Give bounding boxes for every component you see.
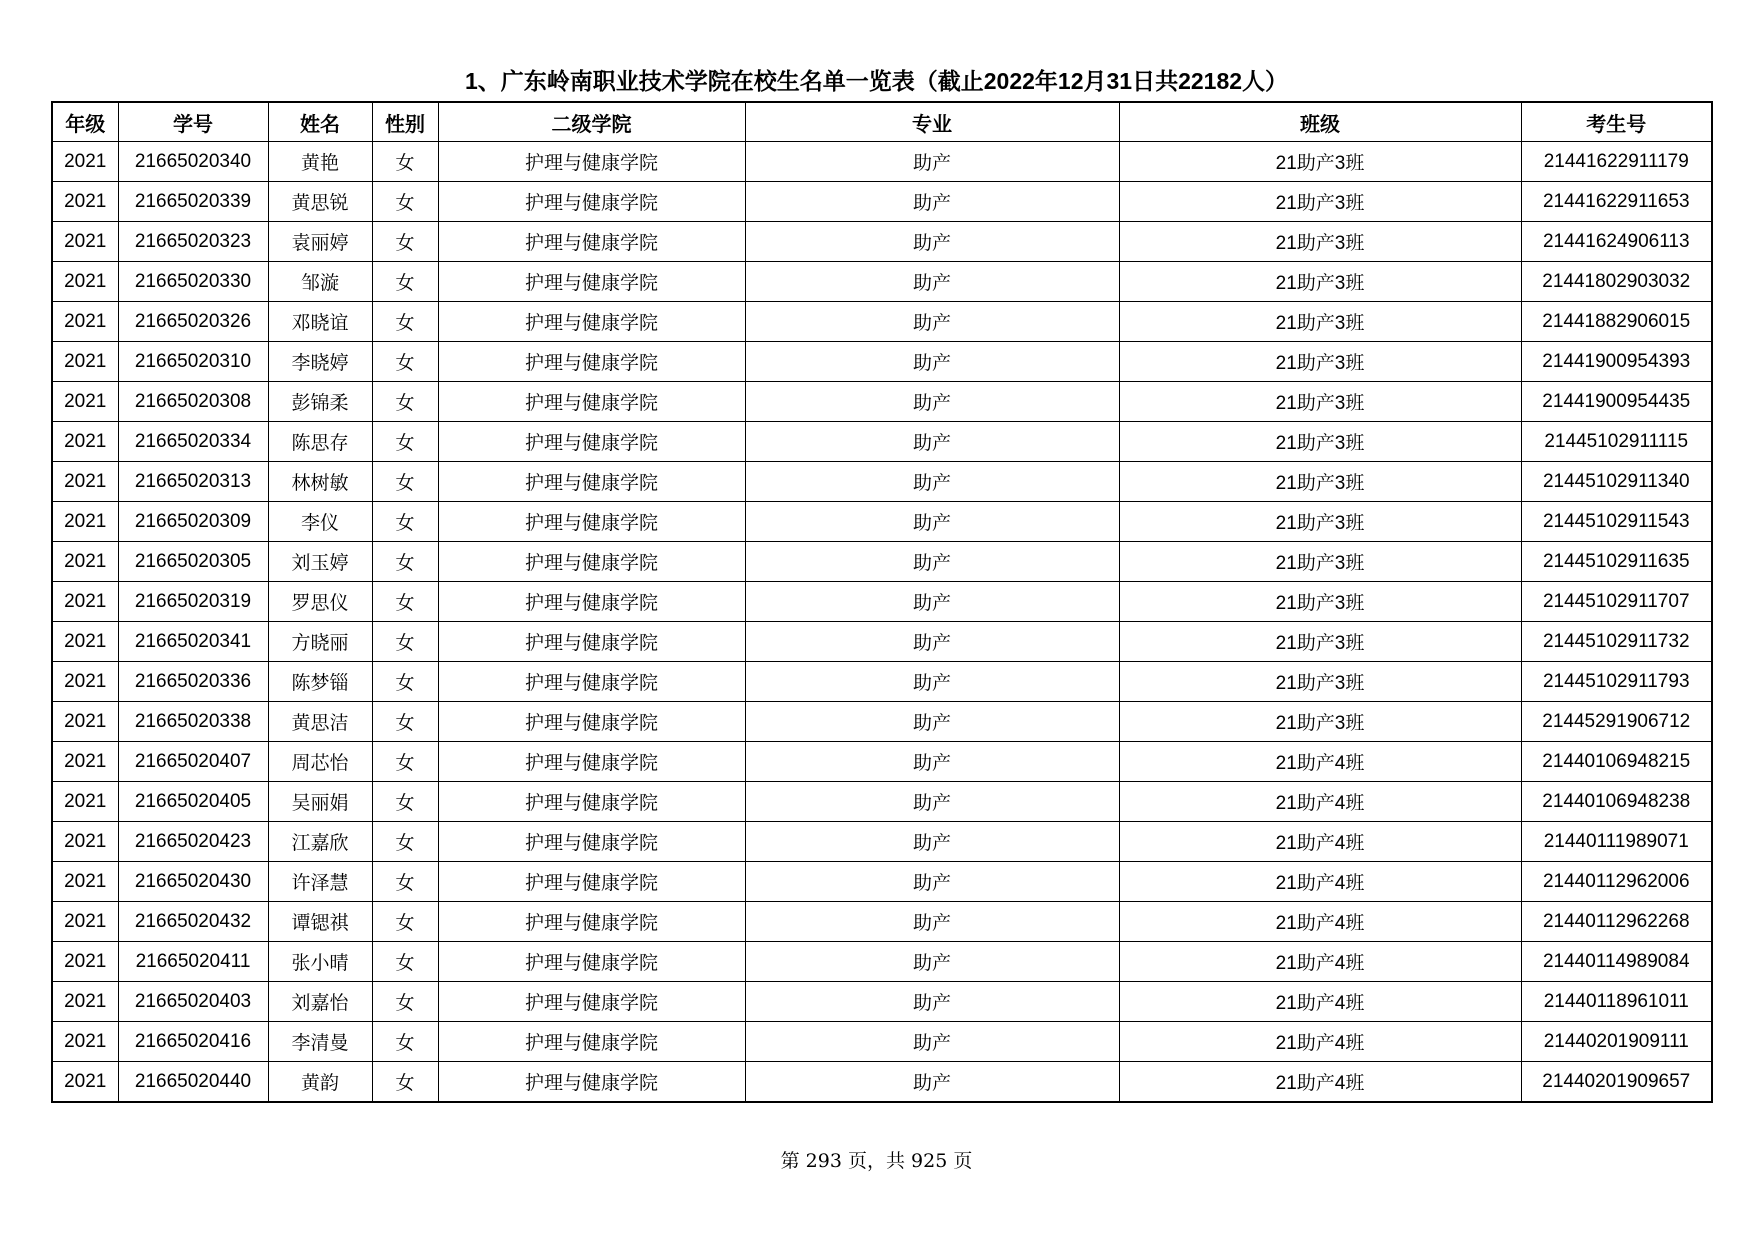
cell-college: 护理与健康学院	[438, 422, 745, 462]
cell-class: 21助产3班	[1119, 302, 1521, 342]
table-row	[52, 502, 1712, 542]
cell-student-id: 21665020330	[118, 262, 268, 302]
cell-name: 周芯怡	[268, 742, 372, 782]
cell-class: 21助产3班	[1119, 262, 1521, 302]
cell-class: 21助产4班	[1119, 982, 1521, 1022]
cell-major: 助产	[745, 662, 1119, 702]
cell-class: 21助产4班	[1119, 1022, 1521, 1062]
cell-college: 护理与健康学院	[438, 902, 745, 942]
cell-major: 助产	[745, 342, 1119, 382]
cell-name: 张小晴	[268, 942, 372, 982]
cell-major: 助产	[745, 782, 1119, 822]
cell-class: 21助产4班	[1119, 782, 1521, 822]
cell-grade: 2021	[52, 382, 118, 422]
cell-exam-number: 21440201909111	[1521, 1022, 1712, 1062]
cell-college: 护理与健康学院	[438, 342, 745, 382]
table-row	[52, 462, 1712, 502]
cell-gender: 女	[372, 382, 438, 422]
cell-major: 助产	[745, 582, 1119, 622]
cell-college: 护理与健康学院	[438, 142, 745, 182]
cell-name: 李清曼	[268, 1022, 372, 1062]
cell-grade: 2021	[52, 142, 118, 182]
cell-name: 黄思洁	[268, 702, 372, 742]
cell-college: 护理与健康学院	[438, 782, 745, 822]
cell-class: 21助产3班	[1119, 222, 1521, 262]
cell-student-id: 21665020403	[118, 982, 268, 1022]
cell-grade: 2021	[52, 862, 118, 902]
cell-exam-number: 21445102911115	[1521, 422, 1712, 462]
cell-name: 吴丽娟	[268, 782, 372, 822]
cell-class: 21助产3班	[1119, 422, 1521, 462]
cell-college: 护理与健康学院	[438, 702, 745, 742]
cell-major: 助产	[745, 462, 1119, 502]
cell-grade: 2021	[52, 822, 118, 862]
cell-name: 许泽慧	[268, 862, 372, 902]
cell-gender: 女	[372, 742, 438, 782]
cell-gender: 女	[372, 662, 438, 702]
cell-name: 彭锦柔	[268, 382, 372, 422]
table-row	[52, 862, 1712, 902]
cell-gender: 女	[372, 822, 438, 862]
cell-student-id: 21665020341	[118, 622, 268, 662]
cell-exam-number: 21440106948215	[1521, 742, 1712, 782]
cell-grade: 2021	[52, 742, 118, 782]
page-number: 第 293 页，共 925 页	[780, 1150, 973, 1172]
cell-exam-number: 21440118961011	[1521, 982, 1712, 1022]
cell-exam-number: 21441900954393	[1521, 342, 1712, 382]
cell-gender: 女	[372, 502, 438, 542]
cell-gender: 女	[372, 422, 438, 462]
cell-name: 陈梦锱	[268, 662, 372, 702]
table-row	[52, 702, 1712, 742]
cell-college: 护理与健康学院	[438, 262, 745, 302]
cell-gender: 女	[372, 302, 438, 342]
cell-name: 谭锶祺	[268, 902, 372, 942]
cell-gender: 女	[372, 582, 438, 622]
cell-student-id: 21665020405	[118, 782, 268, 822]
cell-class: 21助产3班	[1119, 142, 1521, 182]
cell-student-id: 21665020339	[118, 182, 268, 222]
cell-gender: 女	[372, 782, 438, 822]
cell-gender: 女	[372, 342, 438, 382]
cell-class: 21助产3班	[1119, 182, 1521, 222]
cell-student-id: 21665020313	[118, 462, 268, 502]
cell-name: 方晓丽	[268, 622, 372, 662]
cell-class: 21助产3班	[1119, 702, 1521, 742]
cell-college: 护理与健康学院	[438, 582, 745, 622]
cell-student-id: 21665020423	[118, 822, 268, 862]
cell-student-id: 21665020308	[118, 382, 268, 422]
cell-student-id: 21665020338	[118, 702, 268, 742]
table-row	[52, 662, 1712, 702]
cell-major: 助产	[745, 862, 1119, 902]
cell-college: 护理与健康学院	[438, 1062, 745, 1103]
cell-name: 黄艳	[268, 142, 372, 182]
cell-college: 护理与健康学院	[438, 942, 745, 982]
cell-gender: 女	[372, 462, 438, 502]
cell-major: 助产	[745, 302, 1119, 342]
cell-grade: 2021	[52, 542, 118, 582]
table-row	[52, 582, 1712, 622]
cell-student-id: 21665020334	[118, 422, 268, 462]
cell-exam-number: 21441882906015	[1521, 302, 1712, 342]
cell-major: 助产	[745, 422, 1119, 462]
cell-grade: 2021	[52, 942, 118, 982]
cell-student-id: 21665020440	[118, 1062, 268, 1103]
table-row	[52, 622, 1712, 662]
cell-student-id: 21665020319	[118, 582, 268, 622]
cell-class: 21助产4班	[1119, 862, 1521, 902]
student-roster-table	[51, 101, 1713, 1103]
cell-college: 护理与健康学院	[438, 622, 745, 662]
table-row	[52, 382, 1712, 422]
cell-gender: 女	[372, 222, 438, 262]
cell-class: 21助产3班	[1119, 382, 1521, 422]
cell-college: 护理与健康学院	[438, 982, 745, 1022]
table-row	[52, 942, 1712, 982]
cell-student-id: 21665020305	[118, 542, 268, 582]
table-row	[52, 982, 1712, 1022]
cell-student-id: 21665020326	[118, 302, 268, 342]
cell-class: 21助产3班	[1119, 622, 1521, 662]
cell-exam-number: 21440111989071	[1521, 822, 1712, 862]
cell-class: 21助产4班	[1119, 942, 1521, 982]
header-name: 姓名	[268, 102, 372, 142]
cell-college: 护理与健康学院	[438, 662, 745, 702]
cell-grade: 2021	[52, 702, 118, 742]
cell-name: 黄韵	[268, 1062, 372, 1103]
cell-exam-number: 21445102911635	[1521, 542, 1712, 582]
cell-class: 21助产3班	[1119, 542, 1521, 582]
table-row	[52, 422, 1712, 462]
cell-grade: 2021	[52, 462, 118, 502]
cell-college: 护理与健康学院	[438, 822, 745, 862]
table-row	[52, 1022, 1712, 1062]
header-exam-number: 考生号	[1521, 102, 1712, 142]
cell-major: 助产	[745, 382, 1119, 422]
cell-major: 助产	[745, 262, 1119, 302]
cell-exam-number: 21445102911340	[1521, 462, 1712, 502]
cell-exam-number: 21440201909657	[1521, 1062, 1712, 1103]
cell-gender: 女	[372, 982, 438, 1022]
cell-gender: 女	[372, 1022, 438, 1062]
cell-class: 21助产4班	[1119, 1062, 1521, 1103]
header-grade: 年级	[52, 102, 118, 142]
cell-student-id: 21665020309	[118, 502, 268, 542]
cell-name: 袁丽婷	[268, 222, 372, 262]
cell-class: 21助产3班	[1119, 662, 1521, 702]
cell-exam-number: 21441624906113	[1521, 222, 1712, 262]
cell-class: 21助产3班	[1119, 462, 1521, 502]
cell-student-id: 21665020432	[118, 902, 268, 942]
cell-college: 护理与健康学院	[438, 862, 745, 902]
cell-exam-number: 21441900954435	[1521, 382, 1712, 422]
cell-student-id: 21665020411	[118, 942, 268, 982]
cell-gender: 女	[372, 182, 438, 222]
cell-student-id: 21665020336	[118, 662, 268, 702]
cell-grade: 2021	[52, 502, 118, 542]
table-row	[52, 782, 1712, 822]
table-row	[52, 902, 1712, 942]
cell-major: 助产	[745, 142, 1119, 182]
cell-major: 助产	[745, 902, 1119, 942]
cell-name: 李晓婷	[268, 342, 372, 382]
cell-grade: 2021	[52, 662, 118, 702]
cell-gender: 女	[372, 1062, 438, 1103]
cell-college: 护理与健康学院	[438, 502, 745, 542]
cell-major: 助产	[745, 542, 1119, 582]
cell-gender: 女	[372, 702, 438, 742]
cell-exam-number: 21440106948238	[1521, 782, 1712, 822]
cell-grade: 2021	[52, 782, 118, 822]
cell-major: 助产	[745, 702, 1119, 742]
cell-grade: 2021	[52, 422, 118, 462]
cell-name: 邹漩	[268, 262, 372, 302]
cell-grade: 2021	[52, 622, 118, 662]
table-row	[52, 222, 1712, 262]
cell-student-id: 21665020430	[118, 862, 268, 902]
cell-gender: 女	[372, 142, 438, 182]
cell-name: 林树敏	[268, 462, 372, 502]
table-row	[52, 182, 1712, 222]
header-gender: 性别	[372, 102, 438, 142]
cell-grade: 2021	[52, 1022, 118, 1062]
cell-major: 助产	[745, 982, 1119, 1022]
table-row	[52, 302, 1712, 342]
cell-college: 护理与健康学院	[438, 542, 745, 582]
cell-gender: 女	[372, 862, 438, 902]
cell-exam-number: 21440112962006	[1521, 862, 1712, 902]
table-row	[52, 542, 1712, 582]
table-body	[52, 142, 1712, 1103]
table-row	[52, 822, 1712, 862]
table-row	[52, 342, 1712, 382]
header-class: 班级	[1119, 102, 1521, 142]
cell-major: 助产	[745, 622, 1119, 662]
cell-major: 助产	[745, 182, 1119, 222]
cell-college: 护理与健康学院	[438, 1022, 745, 1062]
cell-exam-number: 21445102911793	[1521, 662, 1712, 702]
table-row	[52, 262, 1712, 302]
cell-student-id: 21665020416	[118, 1022, 268, 1062]
cell-grade: 2021	[52, 182, 118, 222]
cell-student-id: 21665020310	[118, 342, 268, 382]
cell-exam-number: 21440112962268	[1521, 902, 1712, 942]
cell-name: 罗思仪	[268, 582, 372, 622]
cell-student-id: 21665020323	[118, 222, 268, 262]
cell-major: 助产	[745, 1022, 1119, 1062]
cell-exam-number: 21445291906712	[1521, 702, 1712, 742]
cell-exam-number: 21445102911707	[1521, 582, 1712, 622]
cell-grade: 2021	[52, 302, 118, 342]
cell-gender: 女	[372, 262, 438, 302]
cell-name: 李仪	[268, 502, 372, 542]
cell-major: 助产	[745, 822, 1119, 862]
cell-name: 江嘉欣	[268, 822, 372, 862]
cell-name: 刘玉婷	[268, 542, 372, 582]
cell-grade: 2021	[52, 342, 118, 382]
cell-college: 护理与健康学院	[438, 222, 745, 262]
cell-grade: 2021	[52, 222, 118, 262]
header-college: 二级学院	[438, 102, 745, 142]
cell-exam-number: 21445102911732	[1521, 622, 1712, 662]
cell-grade: 2021	[52, 262, 118, 302]
cell-exam-number: 21441802903032	[1521, 262, 1712, 302]
table-row	[52, 742, 1712, 782]
cell-name: 邓晓谊	[268, 302, 372, 342]
cell-name: 陈思存	[268, 422, 372, 462]
cell-major: 助产	[745, 222, 1119, 262]
table-row	[52, 142, 1712, 182]
cell-major: 助产	[745, 742, 1119, 782]
cell-name: 刘嘉怡	[268, 982, 372, 1022]
table-header-row	[52, 102, 1712, 142]
cell-class: 21助产4班	[1119, 742, 1521, 782]
cell-student-id: 21665020407	[118, 742, 268, 782]
cell-class: 21助产3班	[1119, 342, 1521, 382]
cell-major: 助产	[745, 502, 1119, 542]
cell-grade: 2021	[52, 982, 118, 1022]
cell-college: 护理与健康学院	[438, 742, 745, 782]
cell-college: 护理与健康学院	[438, 302, 745, 342]
cell-name: 黄思锐	[268, 182, 372, 222]
cell-class: 21助产3班	[1119, 582, 1521, 622]
table-row	[52, 1062, 1712, 1103]
cell-gender: 女	[372, 542, 438, 582]
cell-class: 21助产4班	[1119, 902, 1521, 942]
cell-college: 护理与健康学院	[438, 382, 745, 422]
document-title: 1、广东岭南职业技术学院在校生名单一览表（截止2022年12月31日共22182人）	[464, 68, 1289, 94]
cell-major: 助产	[745, 942, 1119, 982]
header-student-id: 学号	[118, 102, 268, 142]
cell-grade: 2021	[52, 582, 118, 622]
cell-college: 护理与健康学院	[438, 462, 745, 502]
cell-exam-number: 21440114989084	[1521, 942, 1712, 982]
cell-grade: 2021	[52, 1062, 118, 1103]
cell-exam-number: 21441622911179	[1521, 142, 1712, 182]
cell-gender: 女	[372, 942, 438, 982]
cell-major: 助产	[745, 1062, 1119, 1103]
header-major: 专业	[745, 102, 1119, 142]
cell-gender: 女	[372, 902, 438, 942]
cell-exam-number: 21441622911653	[1521, 182, 1712, 222]
cell-class: 21助产4班	[1119, 822, 1521, 862]
cell-gender: 女	[372, 622, 438, 662]
cell-class: 21助产3班	[1119, 502, 1521, 542]
cell-grade: 2021	[52, 902, 118, 942]
cell-college: 护理与健康学院	[438, 182, 745, 222]
cell-student-id: 21665020340	[118, 142, 268, 182]
cell-exam-number: 21445102911543	[1521, 502, 1712, 542]
